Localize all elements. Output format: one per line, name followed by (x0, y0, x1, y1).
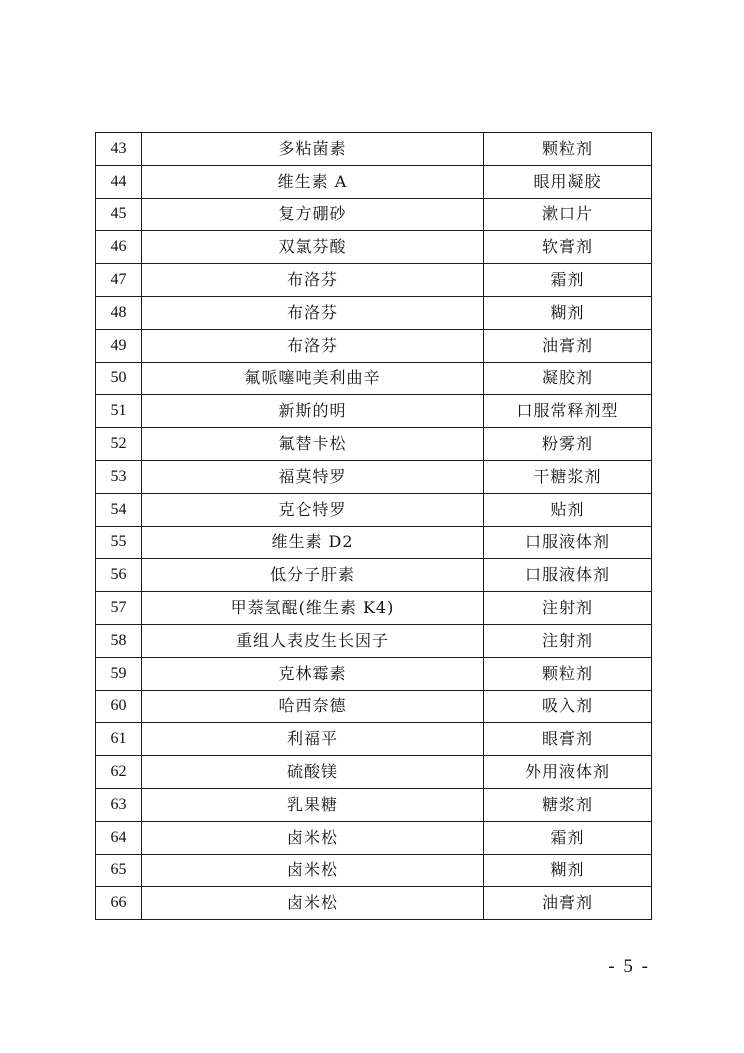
table-row (96, 165, 652, 198)
row-number-cell: 45 (96, 198, 142, 231)
dosage-form-cell: 贴剂 (484, 493, 652, 526)
drug-name-cell: 复方硼砂 (142, 198, 484, 231)
table-row (96, 723, 652, 756)
table-row (96, 624, 652, 657)
drug-name-cell: 氟哌噻吨美利曲辛 (142, 362, 484, 395)
row-number-cell: 60 (96, 690, 142, 723)
drug-name-cell: 氟替卡松 (142, 428, 484, 461)
drug-name-cell: 利福平 (142, 723, 484, 756)
table-row (96, 395, 652, 428)
dosage-form-cell: 软膏剂 (484, 231, 652, 264)
table-row (96, 493, 652, 526)
row-number-cell: 52 (96, 428, 142, 461)
dosage-form-cell: 注射剂 (484, 592, 652, 625)
drug-name-cell: 卤米松 (142, 854, 484, 887)
table-row (96, 788, 652, 821)
dosage-form-cell: 口服液体剂 (484, 526, 652, 559)
table-row (96, 264, 652, 297)
drug-table (95, 132, 652, 920)
dosage-form-cell: 糖浆剂 (484, 788, 652, 821)
row-number-cell: 61 (96, 723, 142, 756)
dosage-form-cell: 霜剂 (484, 821, 652, 854)
drug-name-cell: 克仑特罗 (142, 493, 484, 526)
dosage-form-cell: 注射剂 (484, 624, 652, 657)
dosage-form-cell: 眼用凝胶 (484, 165, 652, 198)
row-number-cell: 49 (96, 329, 142, 362)
table-body (96, 133, 652, 920)
drug-name-cell: 哈西奈德 (142, 690, 484, 723)
table-row (96, 592, 652, 625)
row-number-cell: 51 (96, 395, 142, 428)
table-row (96, 296, 652, 329)
dosage-form-cell: 凝胶剂 (484, 362, 652, 395)
row-number-cell: 62 (96, 756, 142, 789)
drug-name-cell: 维生素 A (142, 165, 484, 198)
drug-name-cell: 双氯芬酸 (142, 231, 484, 264)
dosage-form-cell: 颗粒剂 (484, 657, 652, 690)
drug-name-cell: 卤米松 (142, 887, 484, 920)
table-row (96, 690, 652, 723)
dosage-form-cell: 粉雾剂 (484, 428, 652, 461)
dosage-form-cell: 油膏剂 (484, 329, 652, 362)
row-number-cell: 55 (96, 526, 142, 559)
row-number-cell: 53 (96, 460, 142, 493)
dosage-form-cell: 口服常释剂型 (484, 395, 652, 428)
drug-name-cell: 布洛芬 (142, 329, 484, 362)
drug-name-cell: 布洛芬 (142, 296, 484, 329)
row-number-cell: 46 (96, 231, 142, 264)
drug-name-cell: 克林霉素 (142, 657, 484, 690)
row-number-cell: 66 (96, 887, 142, 920)
table-row (96, 133, 652, 166)
drug-name-cell: 维生素 D2 (142, 526, 484, 559)
table-row (96, 198, 652, 231)
row-number-cell: 43 (96, 133, 142, 166)
drug-name-cell: 甲萘氢醌(维生素 K4) (142, 592, 484, 625)
table-row (96, 559, 652, 592)
drug-name-cell: 卤米松 (142, 821, 484, 854)
table-row (96, 526, 652, 559)
row-number-cell: 59 (96, 657, 142, 690)
table-row (96, 887, 652, 920)
dosage-form-cell: 眼膏剂 (484, 723, 652, 756)
table-row (96, 231, 652, 264)
row-number-cell: 64 (96, 821, 142, 854)
dosage-form-cell: 漱口片 (484, 198, 652, 231)
row-number-cell: 58 (96, 624, 142, 657)
dosage-form-cell: 颗粒剂 (484, 133, 652, 166)
row-number-cell: 44 (96, 165, 142, 198)
drug-name-cell: 硫酸镁 (142, 756, 484, 789)
row-number-cell: 63 (96, 788, 142, 821)
row-number-cell: 50 (96, 362, 142, 395)
drug-name-cell: 新斯的明 (142, 395, 484, 428)
dosage-form-cell: 干糖浆剂 (484, 460, 652, 493)
drug-name-cell: 多粘菌素 (142, 133, 484, 166)
dosage-form-cell: 吸入剂 (484, 690, 652, 723)
table-row (96, 657, 652, 690)
table-row (96, 460, 652, 493)
row-number-cell: 65 (96, 854, 142, 887)
dosage-form-cell: 油膏剂 (484, 887, 652, 920)
drug-name-cell: 乳果糖 (142, 788, 484, 821)
table-row (96, 362, 652, 395)
table-row (96, 854, 652, 887)
row-number-cell: 48 (96, 296, 142, 329)
drug-name-cell: 低分子肝素 (142, 559, 484, 592)
row-number-cell: 54 (96, 493, 142, 526)
row-number-cell: 56 (96, 559, 142, 592)
page-number: - 5 - (608, 956, 650, 977)
table-row (96, 821, 652, 854)
drug-name-cell: 福莫特罗 (142, 460, 484, 493)
dosage-form-cell: 糊剂 (484, 854, 652, 887)
row-number-cell: 47 (96, 264, 142, 297)
dosage-form-cell: 口服液体剂 (484, 559, 652, 592)
dosage-form-cell: 外用液体剂 (484, 756, 652, 789)
dosage-form-cell: 糊剂 (484, 296, 652, 329)
table-row (96, 756, 652, 789)
dosage-form-cell: 霜剂 (484, 264, 652, 297)
table-row (96, 428, 652, 461)
drug-name-cell: 布洛芬 (142, 264, 484, 297)
row-number-cell: 57 (96, 592, 142, 625)
table-row (96, 329, 652, 362)
drug-name-cell: 重组人表皮生长因子 (142, 624, 484, 657)
